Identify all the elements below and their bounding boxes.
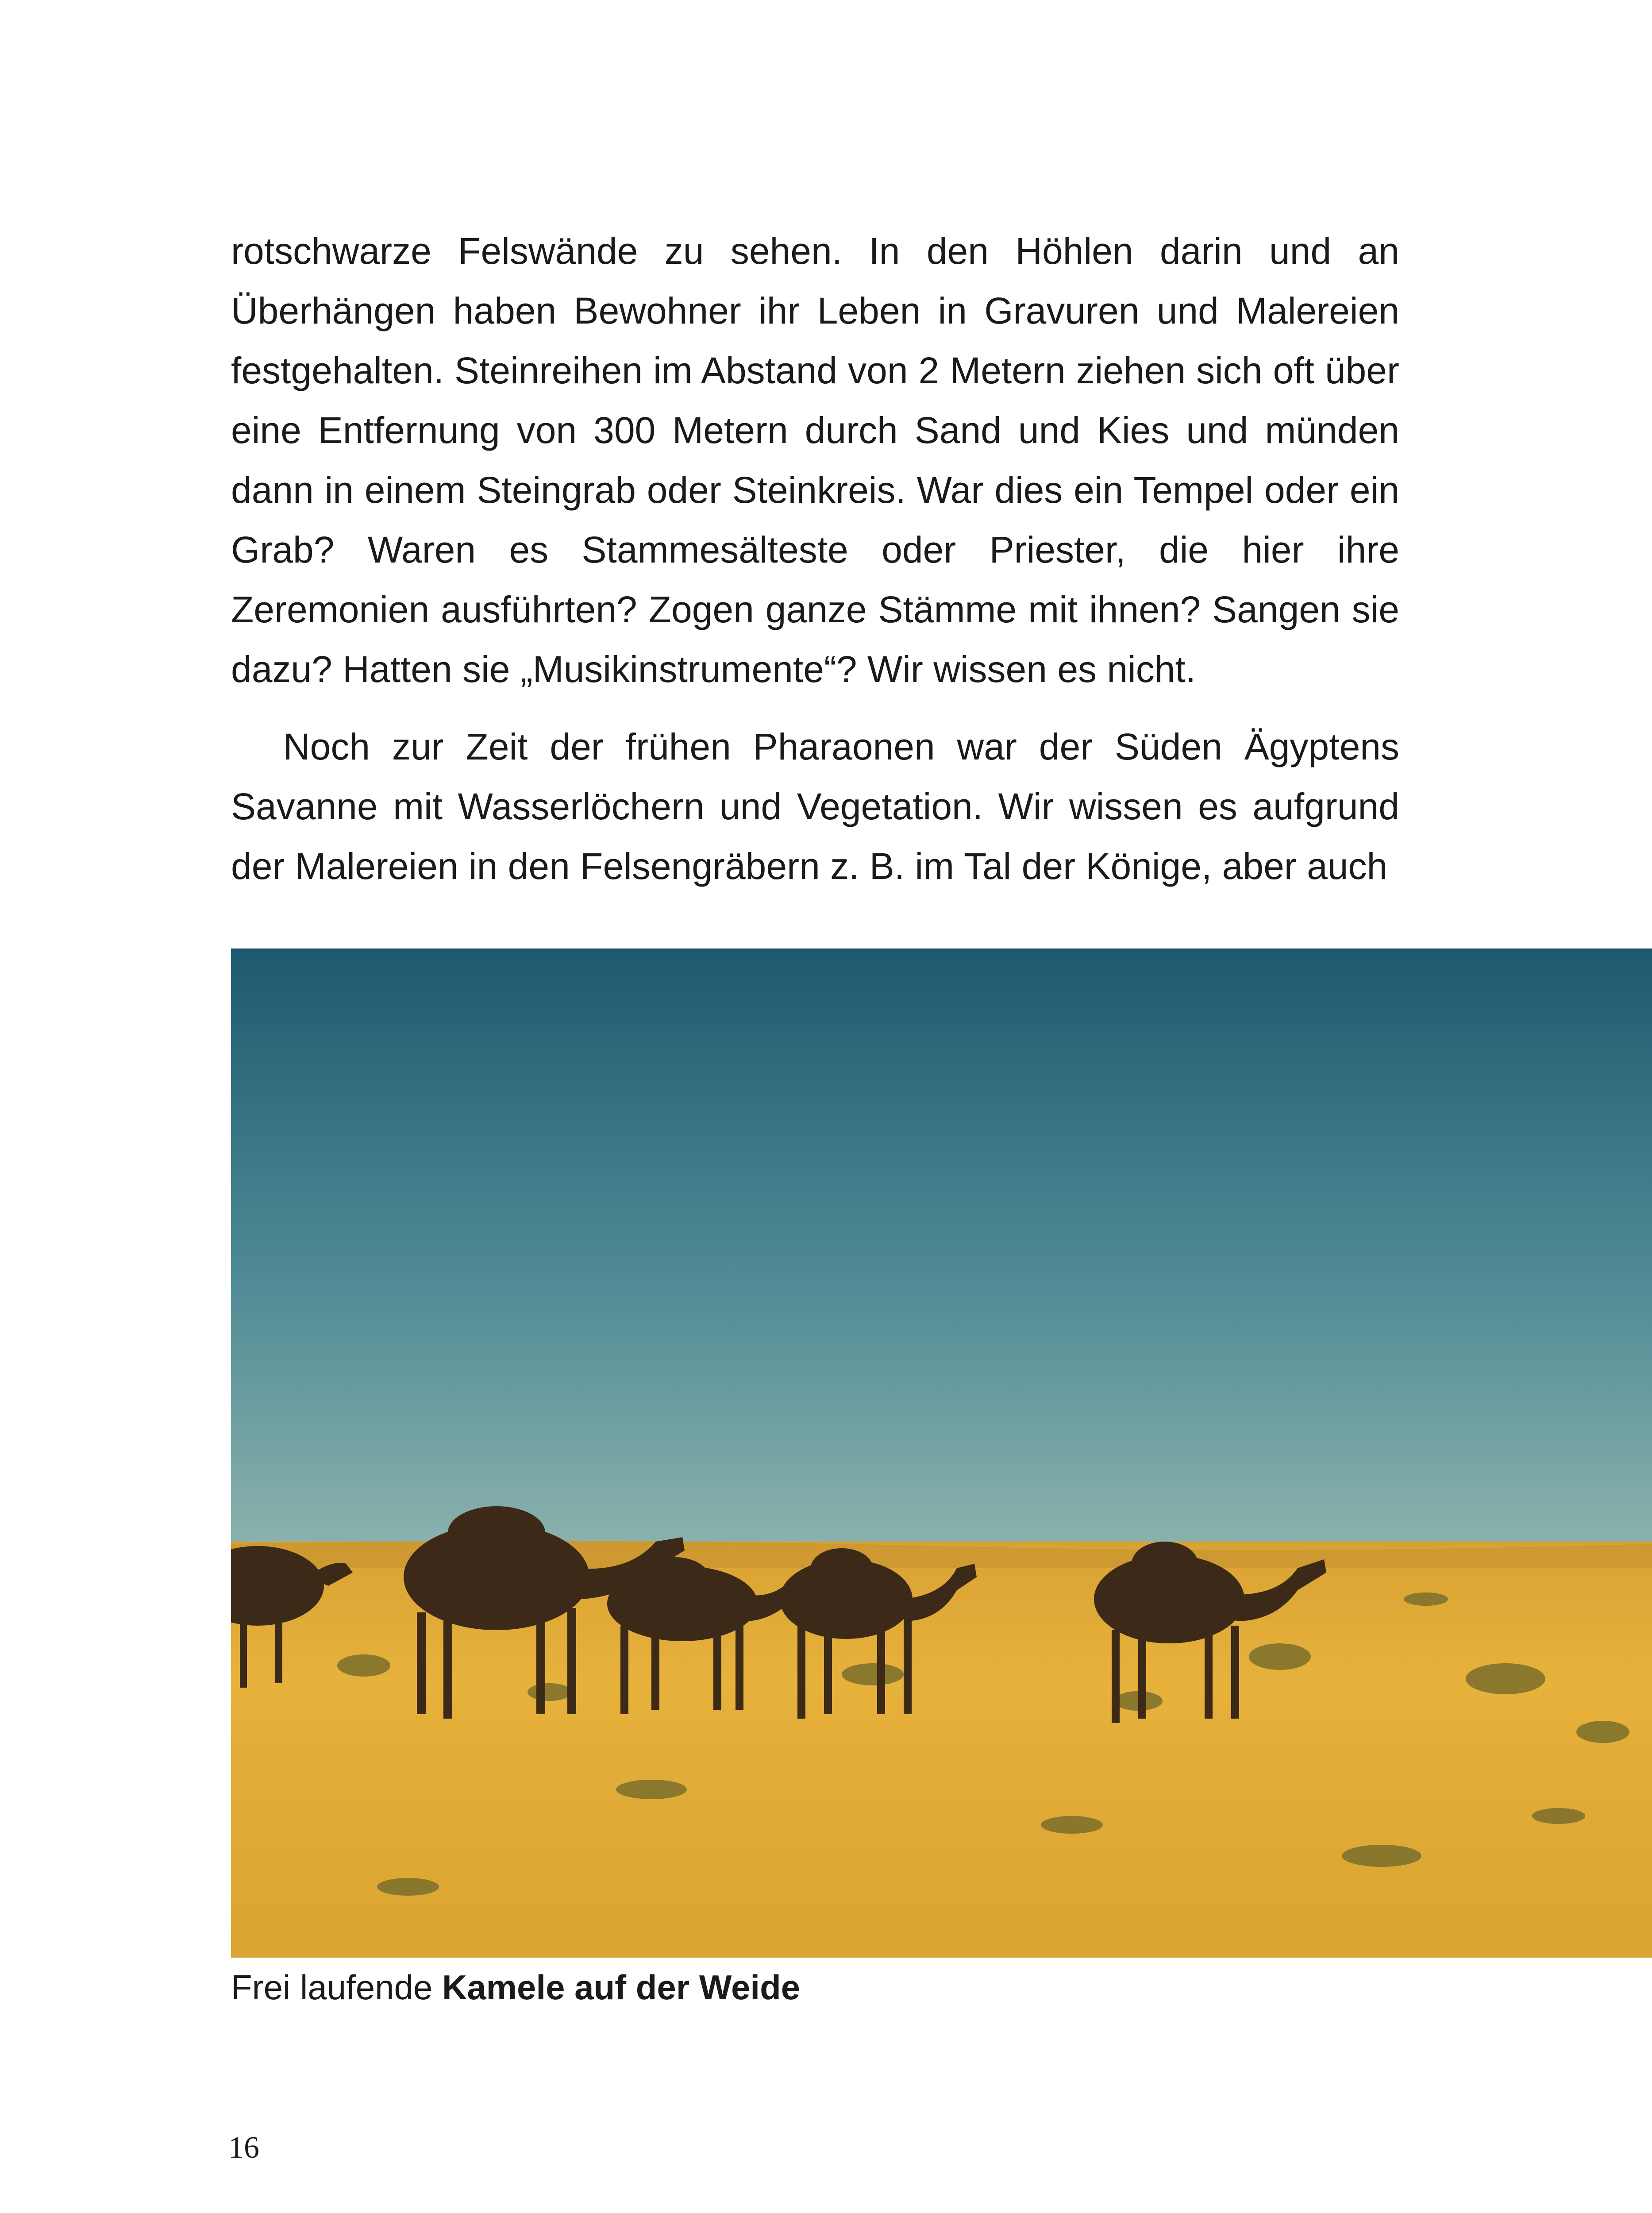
- sand-ridge: [231, 1736, 1652, 1958]
- caption-text: Frei laufende: [231, 1968, 442, 2007]
- page-number: 16: [228, 2131, 259, 2165]
- photo-caption: [231, 1965, 800, 2009]
- body-text: [231, 221, 1399, 896]
- camels-photo-illustration: [231, 948, 1652, 1958]
- paragraph-2: Noch zur Zeit der frühen Pharaonen war der Süden Ägyptens Savanne mit Wasserlöchern und Vegetation. Wir wissen es aufgrund der Malereien in den Felsengräbern z. B. im Tal der Könige, aber auch: [231, 726, 1399, 887]
- caption-bold-text: Kamele auf der Weide: [442, 1968, 801, 2007]
- sky: [231, 948, 1652, 1546]
- camels-photo: [231, 948, 1652, 1958]
- paragraph-1: rotschwarze Felswände zu sehen. In den Höhlen darin und an Überhängen haben Bewohner ihr Leben in Gravuren und Malereien festgehalten. Steinreihen im Abstand von 2 Metern ziehen sich oft über eine Entfernung von 300 Metern durch Sand und Kies und münden dann in einem Steingrab oder Steinkreis. War dies ein Tempel oder ein Grab? Waren es Stammesälteste oder Priester, die hier ihre Zeremonien ausführten? Zogen ganze Stämme mit ihnen? Sangen sie dazu? Hatten sie „Musikinstrumente“? Wir wissen es nicht.: [231, 230, 1399, 690]
